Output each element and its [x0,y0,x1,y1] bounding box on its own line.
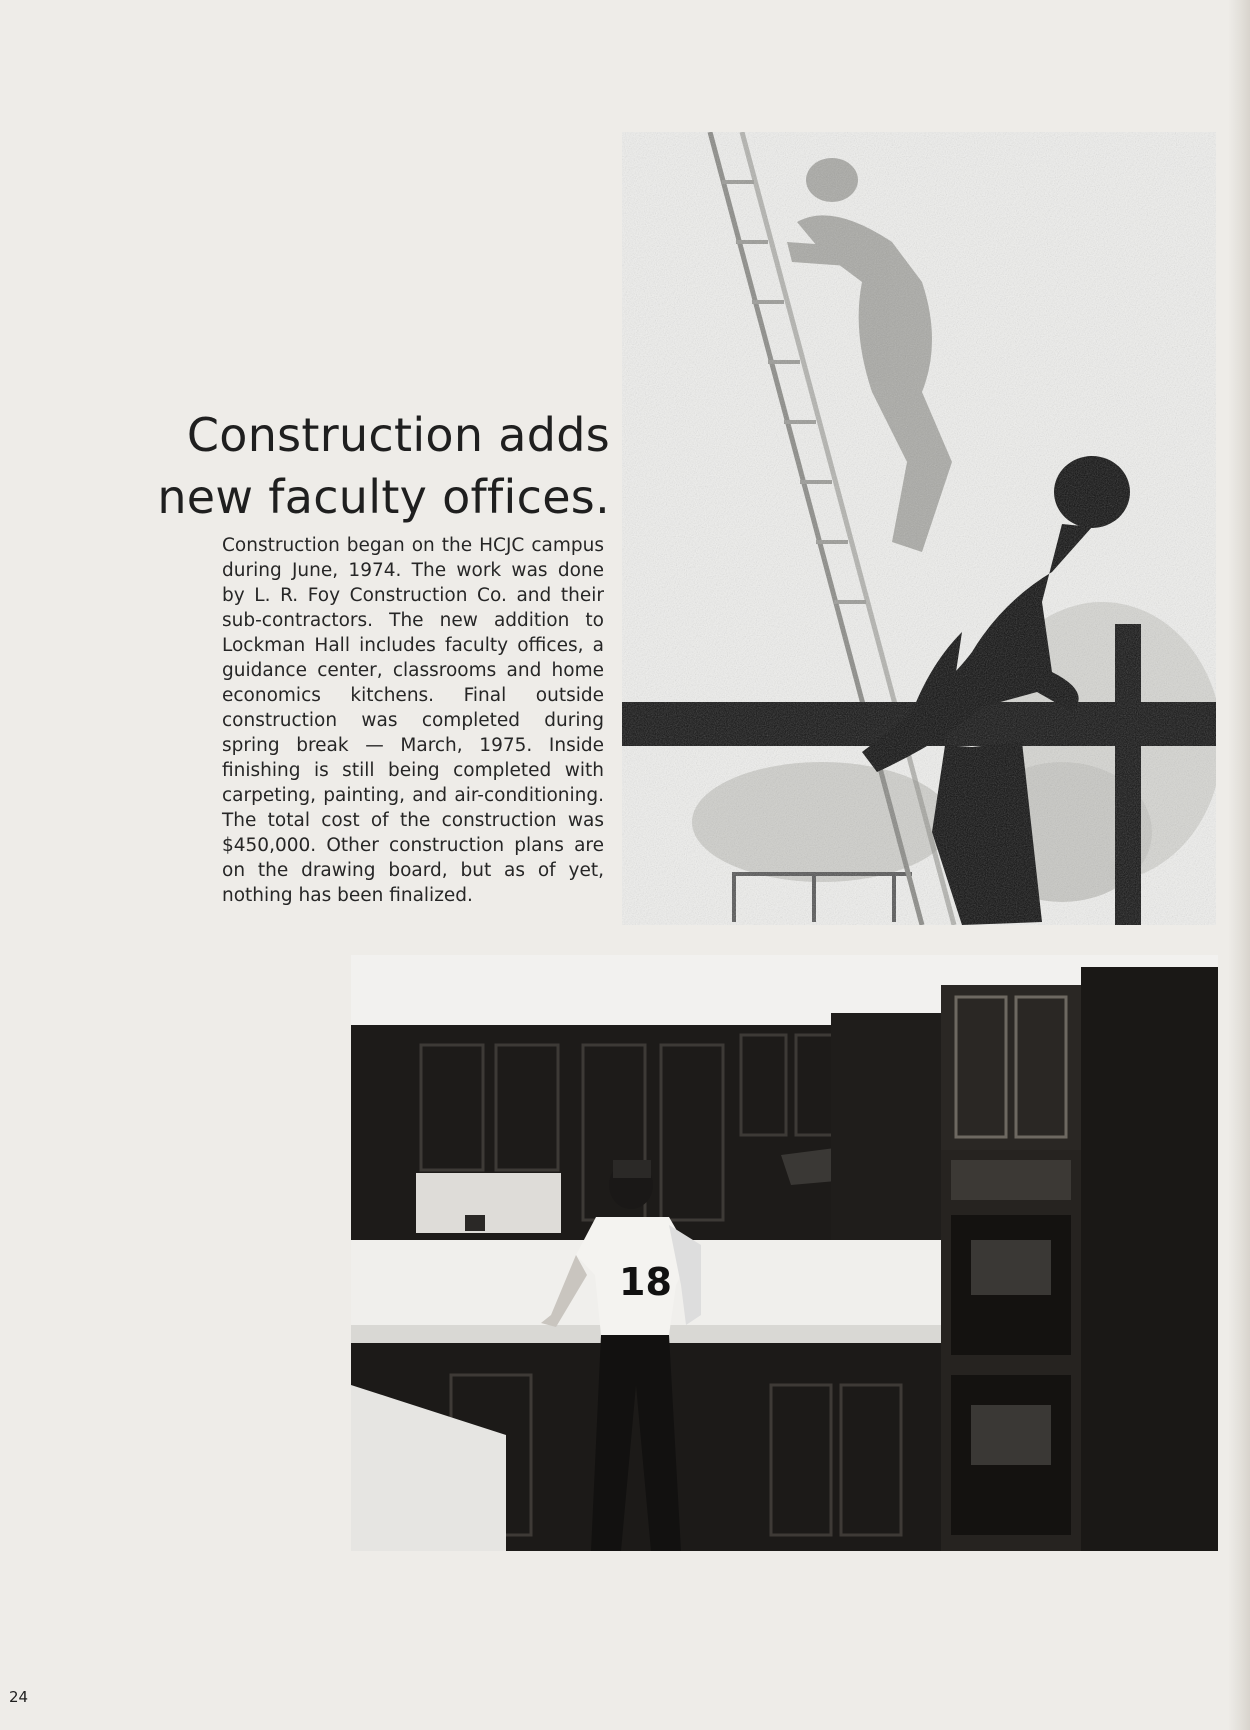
jersey-number: 18 [619,1260,672,1304]
headline-line-1: Construction adds [186,408,610,462]
headline-line-2: new faculty offices. [157,470,610,524]
construction-workers-photo [622,132,1216,925]
page-edge-shadow [1228,0,1250,1730]
kitchen-scene-illustration [351,955,1218,1551]
article-body: Construction began on the HCJC campus during June, 1974. The work was done by L. R. Foy Construction Co. and their sub-contractors. The new addition to Lockman Hall includes faculty offices, a guidance center, classrooms and home economics kitchens. Final outside construction was completed during spring break — March, 1975. Inside finishing is still being completed with carpeting, painting, and air-conditioning. The total cost of the construction was $450,000. Other construction plans are on the drawing board, but as of yet, nothing has been finalized. [222,535,604,906]
construction-scene-illustration [622,132,1216,925]
page-number: 24 [9,1688,29,1706]
kitchen-photo [351,955,1218,1551]
article-headline [150,404,610,528]
